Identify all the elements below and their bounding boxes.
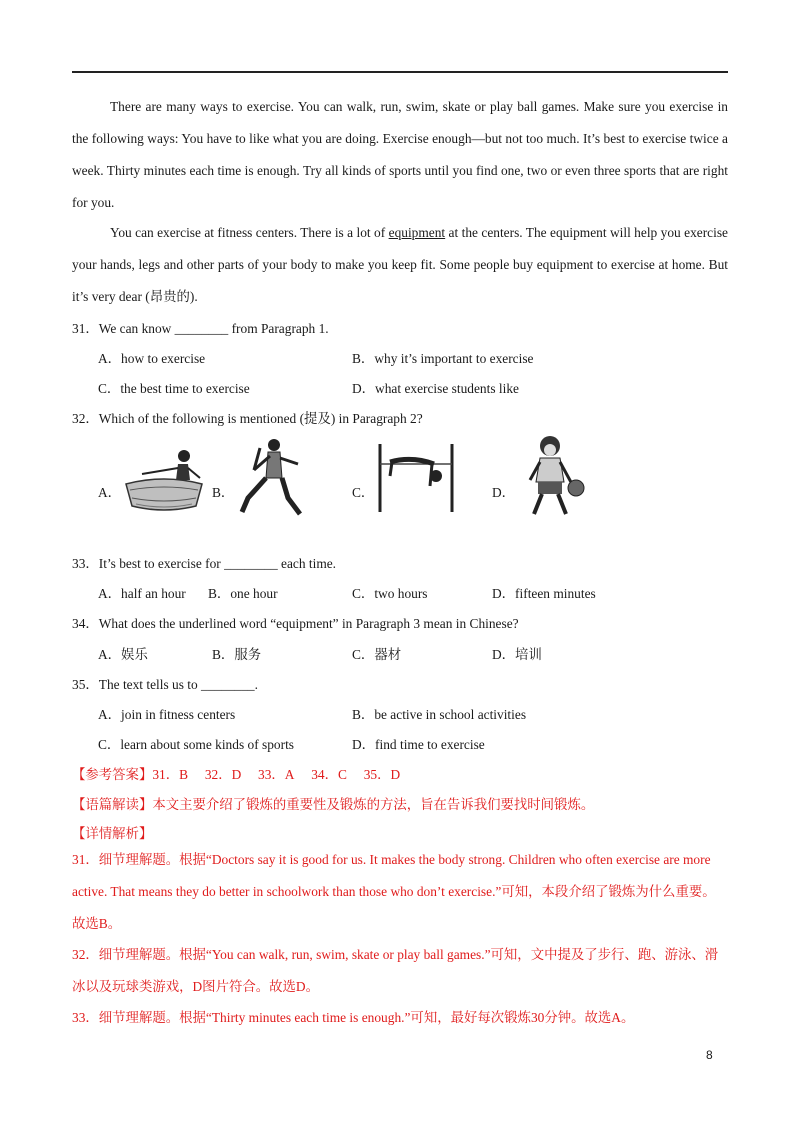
answer-34: 34．C (311, 767, 347, 782)
q35-option-a: A．join in fitness centers (98, 707, 236, 722)
question-33-stem: 33．It’s best to exercise for ________ each time. (72, 556, 337, 571)
header-rule (72, 71, 728, 73)
q31-option-b: B．why it’s important to exercise (352, 351, 534, 366)
answer-32: 32．D (204, 767, 242, 782)
question-34-stem: 34．What does the underlined word “equipment” in Paragraph 3 mean in Chinese? (72, 616, 519, 631)
q34-option-c: C．器材 (352, 647, 402, 662)
q35-option-d: D．find time to exercise (352, 737, 485, 752)
q32-option-c-label: C． (352, 485, 375, 500)
answer-35: 35．D (363, 767, 401, 782)
answer-31: 31．B (152, 767, 189, 782)
answer-key-label: 【参考答案】 (72, 767, 153, 782)
basketball-player-picture (522, 434, 590, 520)
explanation-32: 32．细节理解题。根据“You can walk, run, swim, skate or play ball games.”可知，文中提及了步行、跑、游泳、滑冰以及玩球类游戏，D图片符合。故选D。 (72, 947, 719, 994)
q32-option-b-label: B． (212, 485, 235, 500)
explanation-33: 33．细节理解题。根据“Thirty minutes each time is enough.”可知，最好每次锻炼30分钟。故选A。 (72, 1010, 635, 1025)
question-32-stem: 32．Which of the following is mentioned (提及) in Paragraph 2? (72, 411, 423, 426)
q34-option-b: B．服务 (212, 647, 262, 662)
q33-option-d: D．fifteen minutes (492, 586, 596, 601)
page-number: 8 (706, 1048, 713, 1062)
detail-label: 【详情解析】 (72, 826, 153, 841)
answer-key (72, 764, 400, 783)
high-jump-picture (376, 442, 456, 514)
underlined-word-equipment: equipment (388, 225, 446, 240)
q32-option-a-label: A． (98, 485, 122, 500)
q31-option-c: C．the best time to exercise (98, 381, 250, 396)
answer-33: 33．A (258, 767, 295, 782)
passage-paragraph-1: There are many ways to exercise. You can walk, run, swim, skate or play ball games. Make sure you exercise in the following ways: You have to like what you are doing. Exercise enough—but not too much. It’s best to exercise twice a week. Thirty minutes each time is enough. Try all kinds of sports until you find one, two or even three sports that are right for you. (72, 99, 728, 210)
q31-option-a: A．how to exercise (98, 351, 206, 366)
question-35-stem: 35．The text tells us to ________. (72, 677, 258, 692)
passage-paragraph-2: You can exercise at fitness centers. There is a lot of equipment at the centers. The equipment will help you exercise your hands, legs and other parts of your body to make you keep fit. Some people buy equipment to exercise at home. But it’s very dear (昂贵的). (72, 225, 728, 304)
question-31-stem: 31．We can know ________ from Paragraph 1. (72, 321, 329, 336)
q35-option-b: B．be active in school activities (352, 707, 527, 722)
q34-option-a: A．娱乐 (98, 647, 148, 662)
rowing-boat-picture (122, 444, 206, 516)
explanation-31: 31．细节理解题。根据“Doctors say it is good for us. It makes the body strong. Children who often exercise are more active. That means they do better in schoolwork than those who don’t exercise.”可知，本段介绍了锻炼为什么重要。故选B。 (72, 852, 716, 931)
q31-option-d: D．what exercise students like (352, 381, 519, 396)
passage-summary: 【语篇解读】本文主要介绍了锻炼的重要性及锻炼的方法，旨在告诉我们要找时间锻炼。 (72, 797, 595, 812)
q35-option-c: C．learn about some kinds of sports (98, 737, 295, 752)
q33-option-b: B．one hour (208, 586, 278, 601)
q34-option-d: D．培训 (492, 647, 542, 662)
taichi-picture (238, 436, 308, 518)
q33-option-a: A．half an hour (98, 586, 186, 601)
q33-option-c: C．two hours (352, 586, 428, 601)
q32-option-d-label: D． (492, 485, 516, 500)
